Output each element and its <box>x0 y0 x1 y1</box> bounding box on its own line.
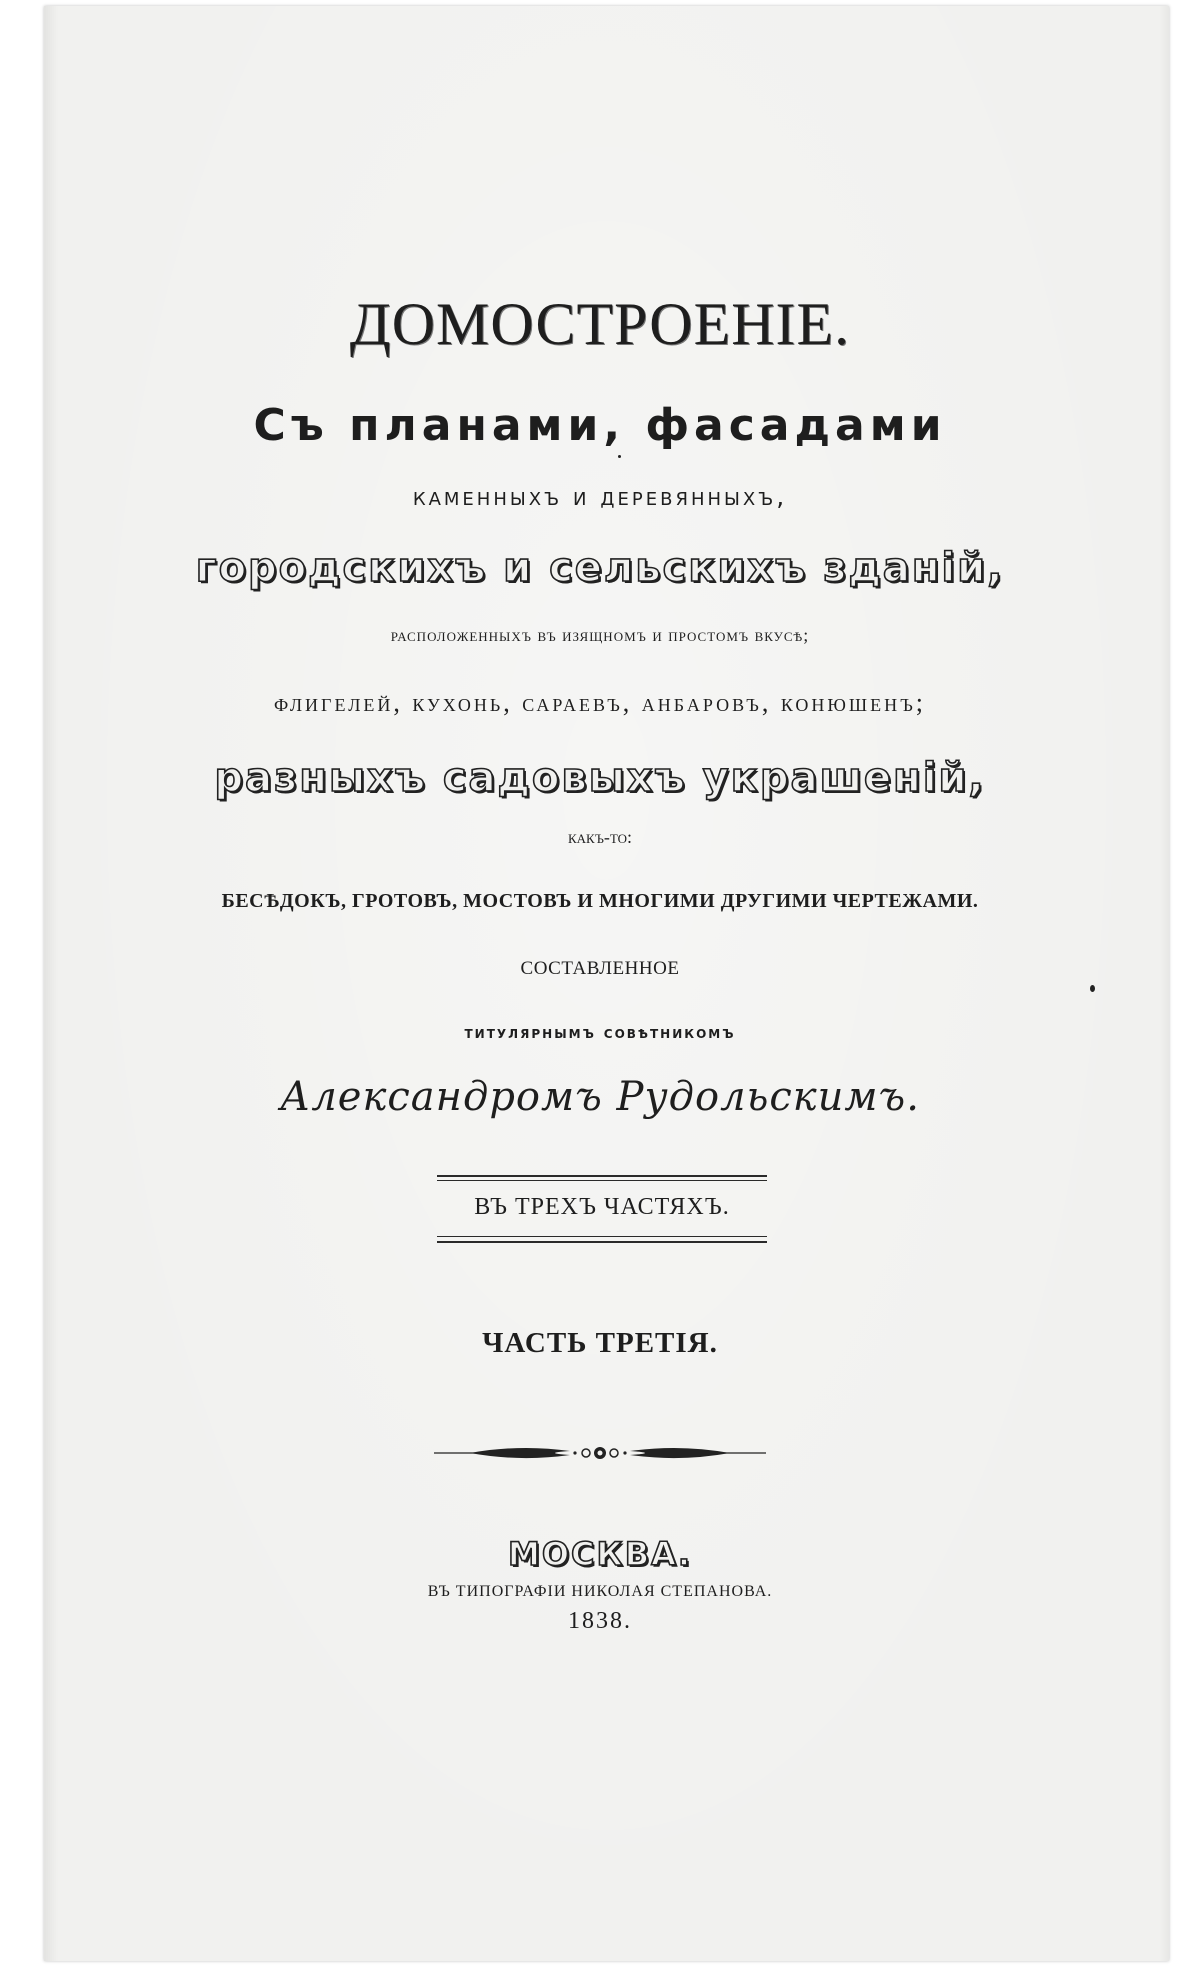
parts-box-bottom-rule <box>437 1241 767 1243</box>
subtitle-gazebos-grottos: БЕСѢДОКЪ, ГРОТОВЪ, МОСТОВЪ И МНОГИМИ ДРУГИМИ ЧЕРТЕЖАМИ. <box>221 890 979 912</box>
subtitle-outbuildings: флигелей, кухонь, сараевъ, анбаровъ, конюшенъ; <box>273 688 927 717</box>
author-rank: титулярнымъ совѣтникомъ <box>464 1023 736 1043</box>
printer-name: ВЪ ТИПОГРАФIИ НИКОЛАЯ СТЕПАНОВА. <box>427 1583 773 1600</box>
parts-box-top-rule <box>437 1175 767 1177</box>
compiled-label: СОСТАВЛЕННОЕ <box>520 958 680 979</box>
paper-speck <box>618 455 621 458</box>
parts-box <box>437 1175 767 1243</box>
subtitle-plans-facades: Съ планами, фасадами <box>253 400 947 451</box>
subtitle-elegant-style: расположенныхъ въ изящномъ и простомъ вкусѣ; <box>390 625 810 645</box>
publication-year: 1838. <box>568 1608 632 1634</box>
paper-speck <box>1090 985 1095 992</box>
parts-label: ВЪ ТРЕХЪ ЧАСТЯХЪ. <box>474 1194 730 1220</box>
city-name: МОСКВА. <box>508 1535 692 1573</box>
part-number: ЧАСТЬ ТРЕТIЯ. <box>482 1327 718 1359</box>
subtitle-garden-decorations: разныхъ садовыхъ украшенiй, <box>214 755 986 801</box>
subtitle-such-as: какъ-то: <box>567 827 633 847</box>
subtitle-city-country-buildings: городскихъ и сельскихъ зданiй, <box>195 545 1005 591</box>
ornamental-rule-icon <box>430 1438 770 1468</box>
author-name: Александромъ Рудольскимъ. <box>280 1074 920 1120</box>
subtitle-stone-wooden: каменныхъ и деревянныхъ, <box>412 482 788 511</box>
book-title: ДОМОСТРОЕНIЕ. <box>349 291 851 357</box>
